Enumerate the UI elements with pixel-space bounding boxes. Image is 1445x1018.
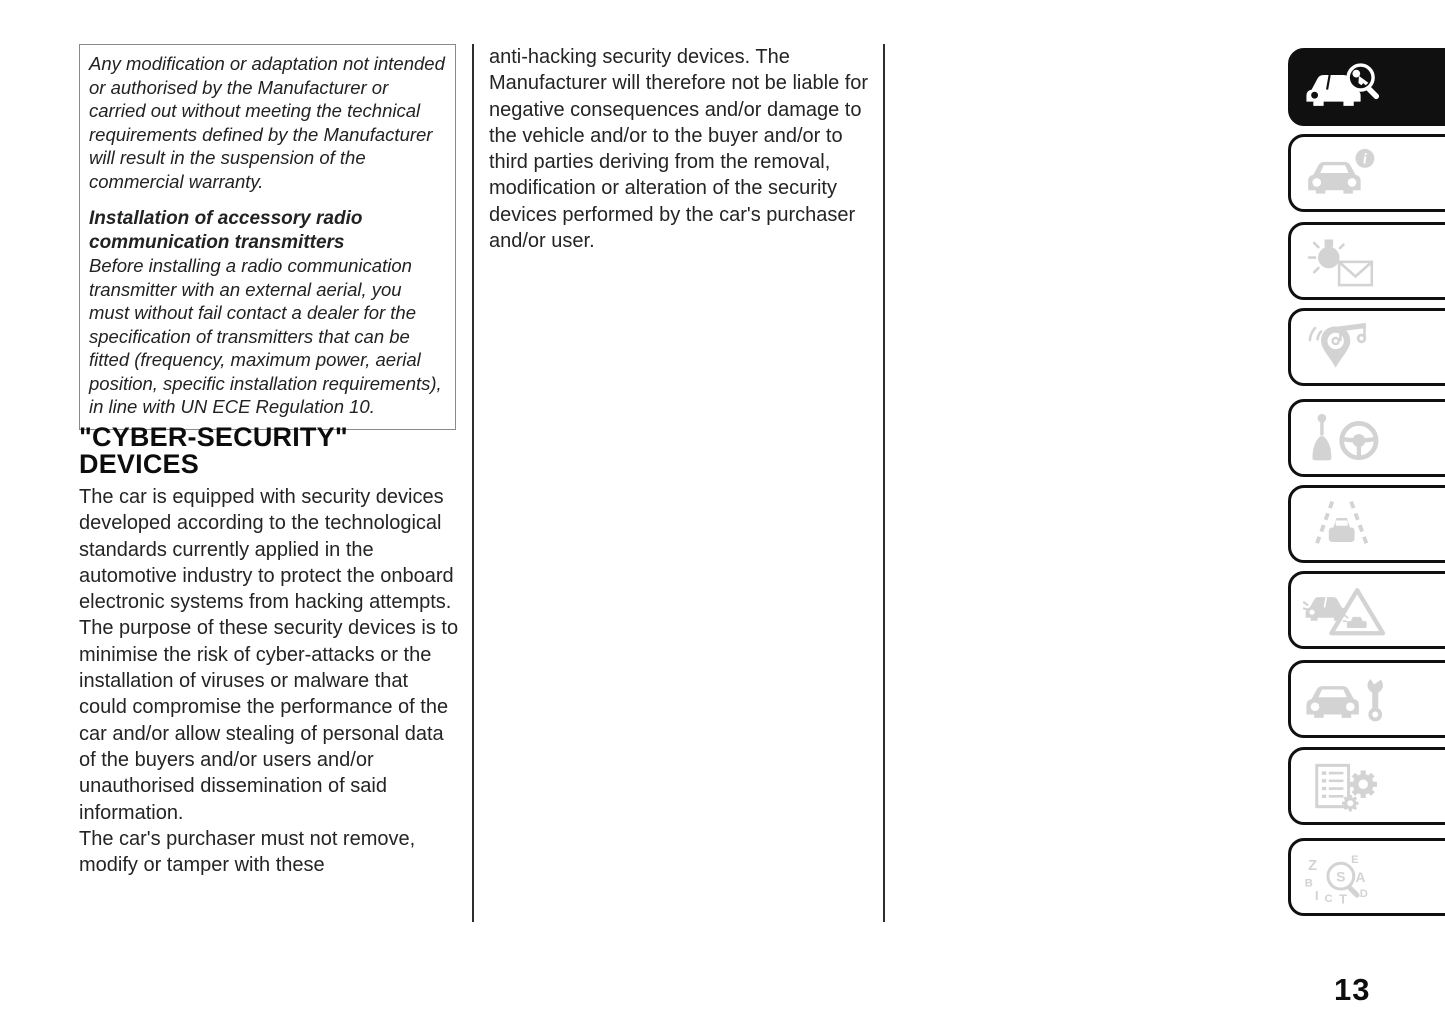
section-heading — [79, 424, 459, 477]
gear-lever-steering-wheel-icon — [1303, 410, 1389, 466]
car-magnifier-icon — [1303, 59, 1389, 115]
column-divider — [472, 44, 474, 922]
alphabet-magnifier-icon — [1303, 849, 1389, 905]
notice-paragraph-1: Any modification or adaptation not intended or authorised by the Manufacturer or carried out without meeting the technical requirements defined by the Manufacturer will result in the suspension of the commercial warranty. — [89, 53, 445, 192]
index-letter: B — [1304, 877, 1313, 890]
middle-column-body — [489, 44, 883, 254]
index-letter: E — [1351, 854, 1359, 867]
sidebar-tab-servicing-and-care[interactable] — [1288, 660, 1445, 738]
body-paragraph: The purpose of these security devices is to minimise the risk of cyber-attacks or the installation of viruses or malware that could compromise the performance of the car and/or allow stealing of personal data of the buyers and/or users and/or unauthorised dissemination of said information. — [79, 617, 459, 824]
sidebar-tab-alphabetical-index[interactable] — [1288, 838, 1445, 916]
notice-paragraph-2: Before installing a radio communication transmitter with an external aerial, you must without fail contact a dealer for the specification of transmitters that can be fitted (frequency, maximum power, aerial position, specific installation requirements), in line with UN ECE Regulation 10. — [89, 255, 442, 417]
body-paragraph: The car's purchaser must not remove, modify or tamper with these — [79, 827, 416, 877]
index-letter: T — [1339, 891, 1347, 905]
car-info-icon — [1303, 145, 1389, 201]
sidebar-tab-warning-lights-and-messages[interactable] — [1288, 222, 1445, 300]
index-lens-letter: S — [1336, 869, 1346, 885]
section-heading-line2: DEVICES — [79, 448, 199, 479]
sidebar-tab-starting-and-driving[interactable] — [1288, 399, 1445, 477]
index-letter: I — [1315, 888, 1319, 904]
section-heading-line1: "CYBER-SECURITY" — [79, 422, 348, 452]
body-paragraph: The car is equipped with security devices developed according to the technological standards currently applied in the automotive industry to protect the onboard electronic systems from hacking attempts. — [79, 486, 454, 614]
location-pin-music-icon — [1303, 319, 1389, 375]
warranty-notice-box — [79, 44, 456, 430]
sidebar-tab-knowing-your-vehicle[interactable] — [1288, 48, 1445, 126]
index-letter: D — [1359, 887, 1368, 900]
lane-markings-car-icon — [1303, 496, 1389, 552]
car-wrench-icon — [1303, 671, 1389, 727]
left-column-body — [79, 484, 459, 878]
index-letter: A — [1355, 870, 1366, 886]
sidebar-tab-driver-assistance[interactable] — [1288, 485, 1445, 563]
column-divider — [883, 44, 885, 922]
warning-light-envelope-icon — [1303, 233, 1389, 289]
info-badge-letter: i — [1362, 151, 1367, 168]
sidebar-tab-vehicle-information[interactable] — [1288, 134, 1445, 212]
sidebar-tab-technical-specifications[interactable] — [1288, 747, 1445, 825]
checklist-gears-icon — [1303, 758, 1389, 814]
car-warning-triangle-icon — [1303, 582, 1389, 638]
sidebar-tab-navigation-and-multimedia[interactable] — [1288, 308, 1445, 386]
body-paragraph: anti-hacking security devices. The Manufacturer will therefore not be liable for negative consequences and/or damage to the vehicle and/or to the buyer and/or to third parties deriving from the removal, modification or alteration of the security devices performed by the car's purchaser and/or user. — [489, 46, 869, 253]
sidebar-tab-in-an-emergency[interactable] — [1288, 571, 1445, 649]
page-number: 13 — [1334, 972, 1371, 1007]
index-letter: Z — [1308, 858, 1318, 875]
index-letter: C — [1324, 892, 1333, 905]
notice-subheading: Installation of accessory radio communication transmitters — [89, 208, 363, 253]
